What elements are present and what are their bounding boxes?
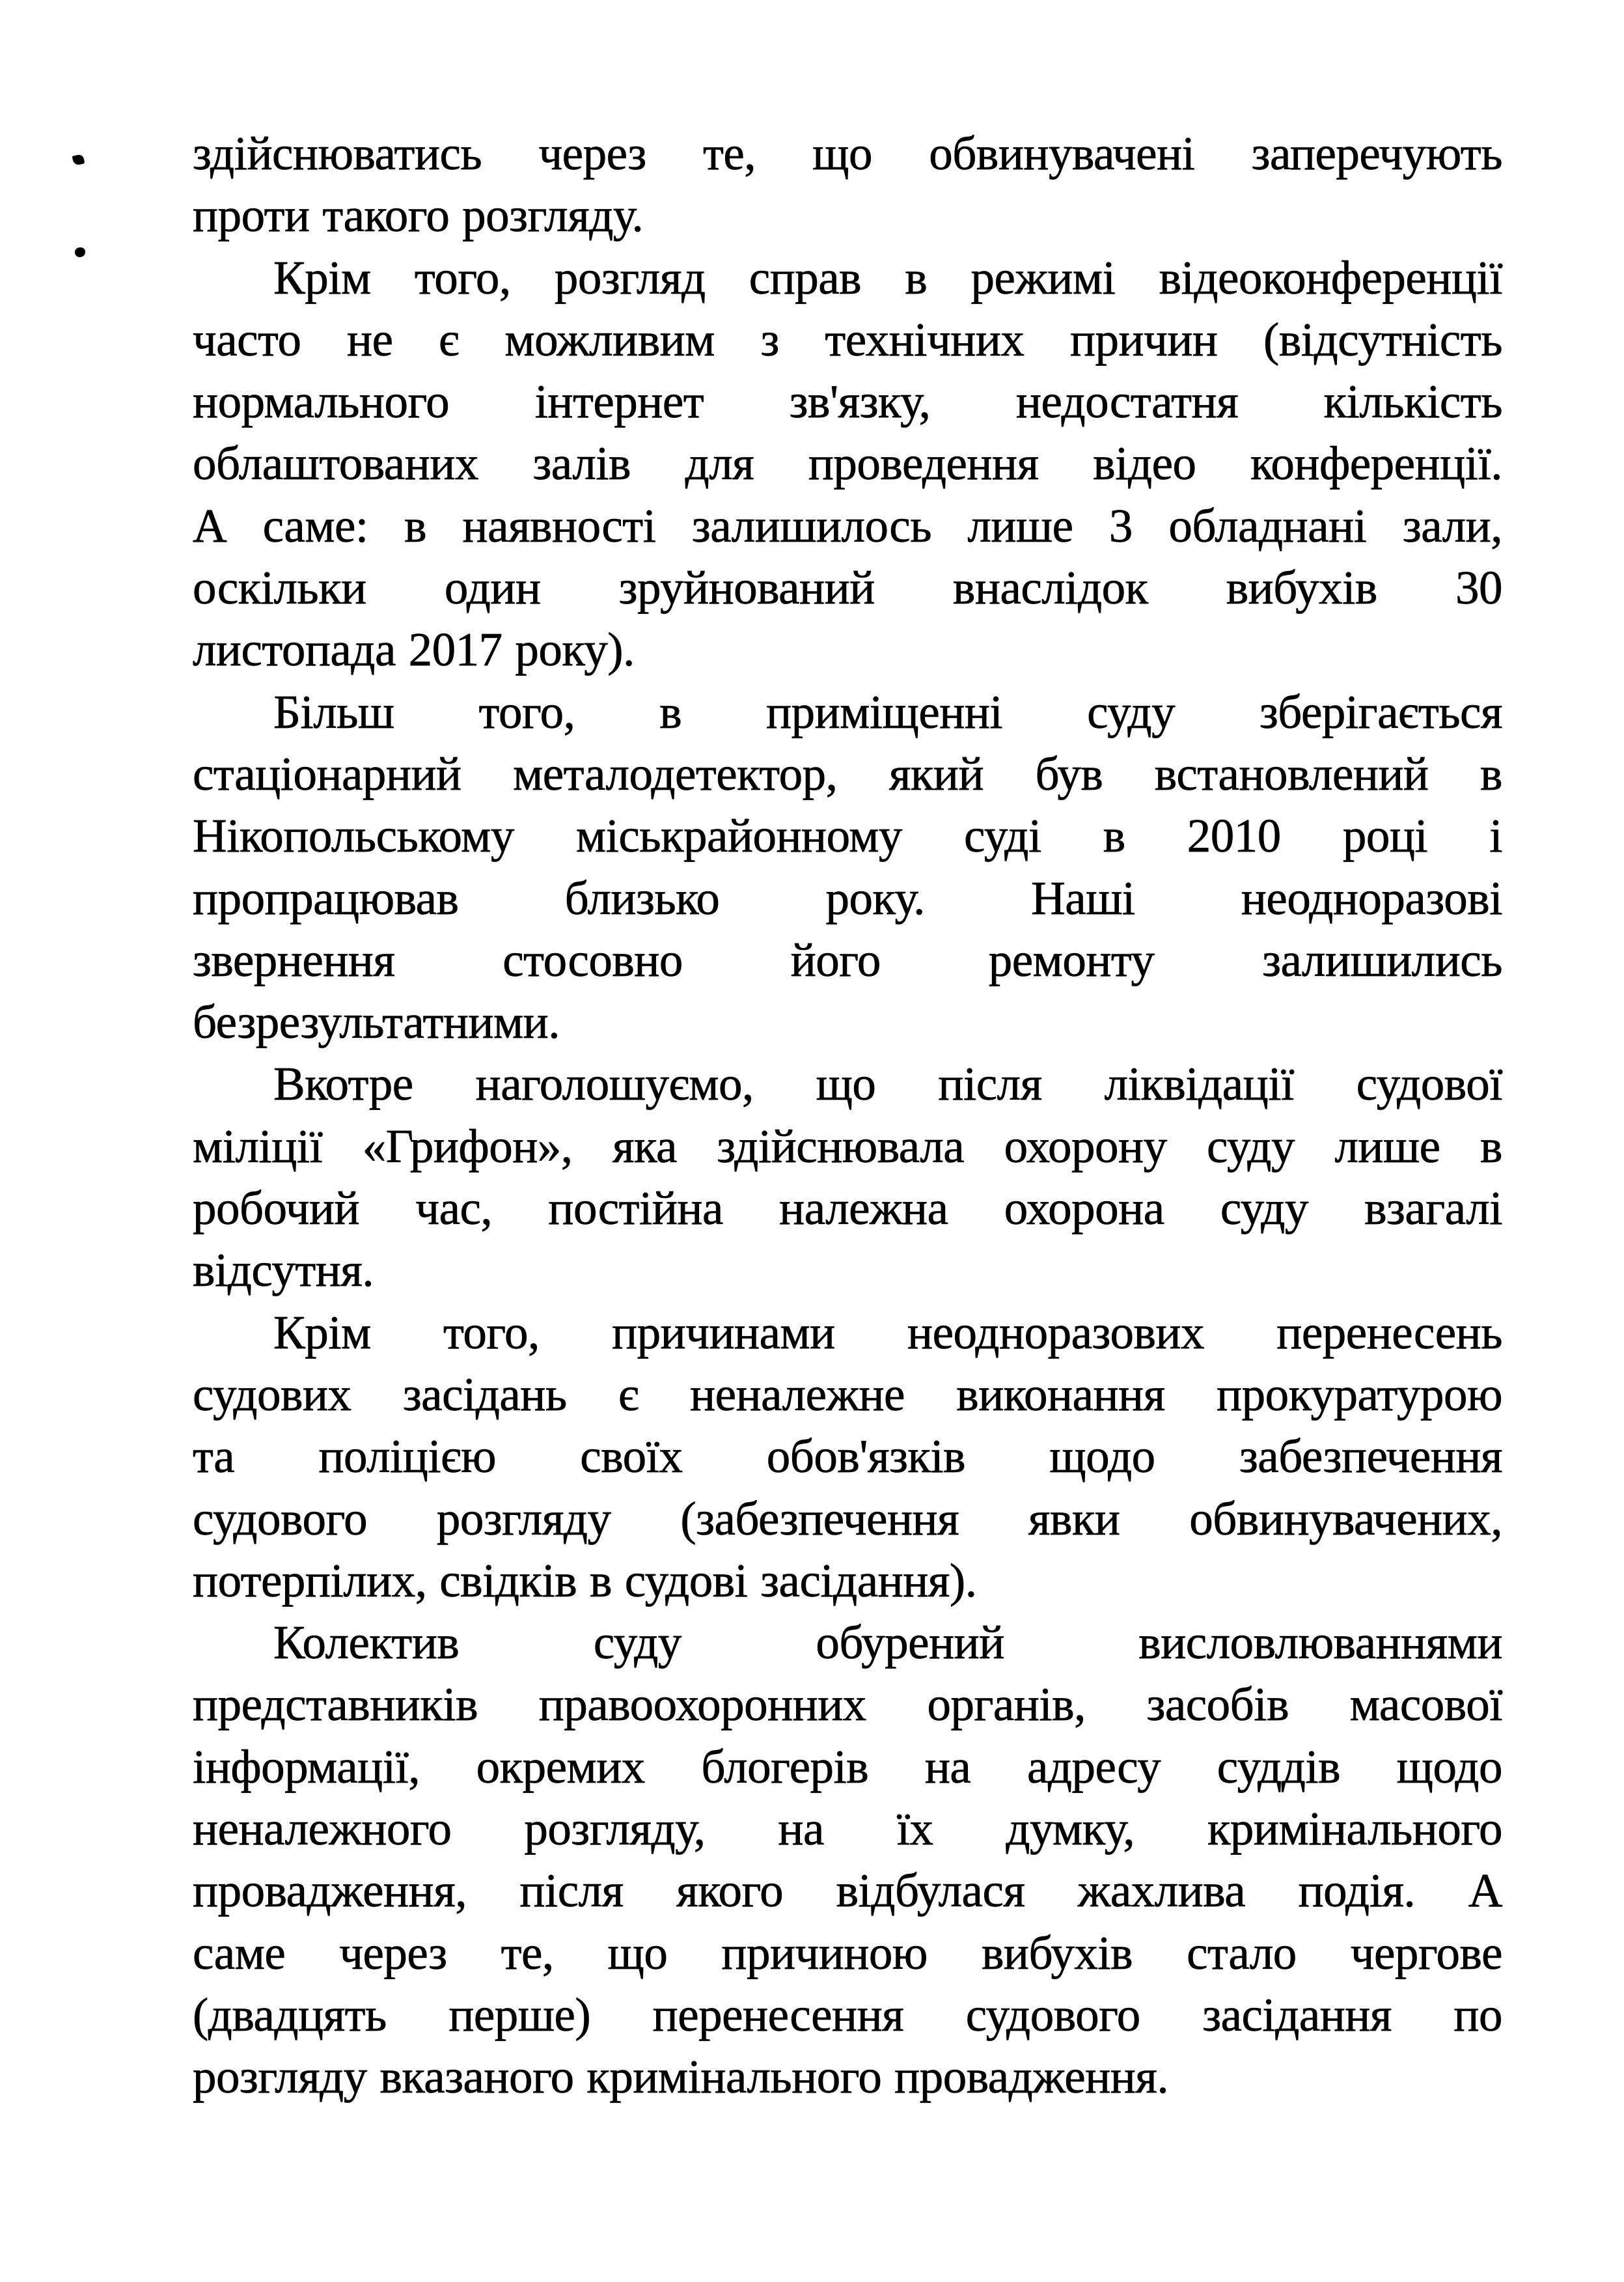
text-line: судового розгляду (забезпечення явки обвинувачених, [193, 1492, 1502, 1545]
ink-speck [72, 154, 85, 165]
text-line: відсутня. [193, 1244, 374, 1297]
text-line: потерпілих, свідків в судові засідання). [193, 1553, 977, 1607]
text-line: проти такого розгляду. [193, 189, 644, 242]
text-line: пропрацював близько року. Наші неодноразові [193, 871, 1502, 925]
text-line: робочий час, постійна належна охорона суду взагалі [193, 1182, 1502, 1235]
text-line: здійснюватись через те, що обвинувачені заперечують [193, 127, 1502, 180]
text-line: Вкотре наголошуємо, що після ліквідації судової [273, 1057, 1502, 1111]
text-line: міліції «Грифон», яка здійснювала охорону суду лише в [193, 1119, 1502, 1173]
text-line: та поліцією своїх обов'язків щодо забезпечення [193, 1430, 1502, 1483]
text-line: представників правоохоронних органів, засобів масової [193, 1678, 1502, 1731]
document-text-block [193, 122, 1502, 2108]
text-line: нормального інтернет зв'язку, недостатня кількість [193, 375, 1502, 428]
text-line: неналежного розгляду, на їх думку, кримінального [193, 1802, 1502, 1856]
text-line: листопада 2017 року). [193, 623, 635, 676]
text-line: Крім того, причинами неодноразових перенесень [273, 1305, 1502, 1359]
text-line: Більш того, в приміщенні суду зберігається [273, 685, 1502, 738]
text-line: часто не є можливим з технічних причин (відсутність [193, 313, 1502, 366]
text-line: інформації, окремих блогерів на адресу суддів щодо [193, 1740, 1502, 1793]
text-line: стаціонарний металодетектор, який був встановлений в [193, 747, 1502, 800]
text-line: звернення стосовно його ремонту залишились [193, 933, 1502, 986]
text-line: оскільки один зруйнований внаслідок вибухів 30 [193, 561, 1502, 615]
text-line: судових засідань є неналежне виконання прокуратурою [193, 1367, 1502, 1421]
text-line: Колектив суду обурений висловлюваннями [273, 1616, 1502, 1669]
text-line: провадження, після якого відбулася жахлива подія. А [193, 1864, 1502, 1917]
text-line: облаштованих залів для проведення відео конференції. [193, 437, 1502, 490]
ink-speck [75, 247, 85, 257]
text-line: Нікопольському міськрайонному суді в 2010 році і [193, 809, 1502, 863]
text-line: безрезультатними. [193, 995, 560, 1049]
text-line: (двадцять перше) перенесення судового засідання по [193, 1988, 1502, 2041]
text-line: Крім того, розгляд справ в режимі відеоконференції [273, 251, 1502, 304]
text-line: саме через те, що причиною вибухів стало чергове [193, 1926, 1502, 1979]
text-line: розгляду вказаного кримінального провадження. [193, 2050, 1169, 2104]
text-line: А саме: в наявності залишилось лише 3 обладнані зали, [193, 499, 1502, 552]
